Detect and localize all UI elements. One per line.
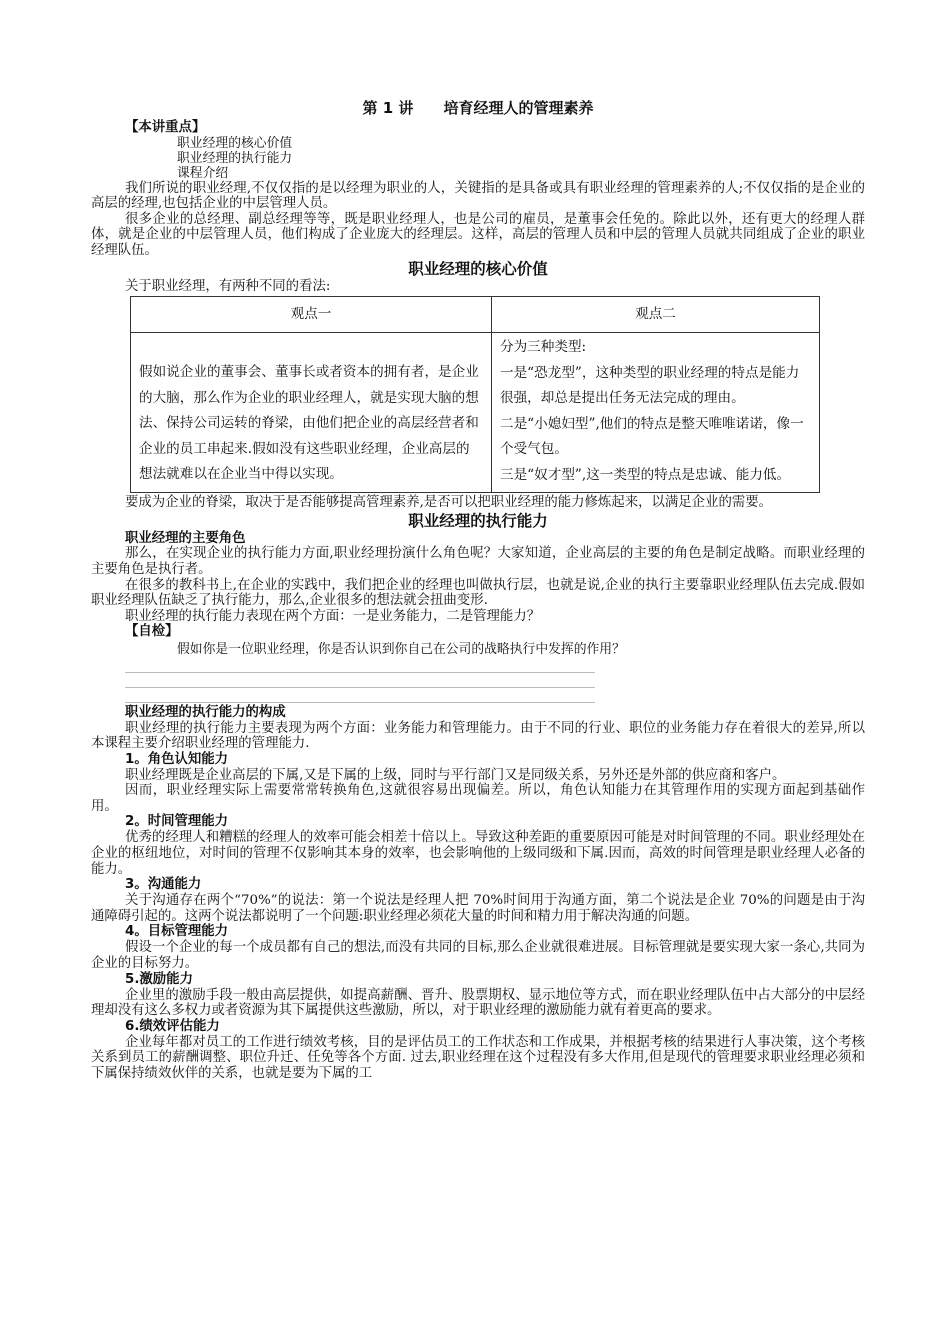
ability-title: 2。时间管理能力 bbox=[125, 814, 229, 830]
viewpoint-two-line: 三是“奴才型”,这一类型的特点是忠诚、能力低。 bbox=[500, 466, 791, 483]
viewpoint-one-header: 观点一 bbox=[131, 297, 492, 333]
viewpoints-table bbox=[130, 296, 820, 493]
ability-paragraph: 因而，职业经理实际上需要常常转换角色,这就很容易出现偏差。所以，角色认知能力在其管理作用的实现方面起到基础作用。 bbox=[91, 783, 865, 814]
viewpoint-two-header: 观点二 bbox=[492, 297, 820, 333]
ability-paragraph: 关于沟通存在两个“70%”的说法：第一个说法是经理人把 70%时间用于沟通方面，第二个说法是企业 70%的问题是由于沟通障碍引起的。这两个说法都说明了一个问题:职业经理必须花大量的时间和精力用于解决沟通的问题。 bbox=[91, 893, 865, 924]
composition-intro: 职业经理的执行能力主要表现为两个方面：业务能力和管理能力。由于不同的行业、职位的业务能力存在着很大的差异,所以本课程主要介绍职业经理的管理能力. bbox=[91, 720, 865, 752]
role-paragraph: 在很多的教科书上,在企业的实践中，我们把企业的经理也叫做执行层，也就是说,企业的执行主要靠职业经理队伍去完成.假如职业经理队伍缺乏了执行能力，那么,企业很多的想法就会扭曲变形. bbox=[91, 577, 865, 609]
role-paragraph: 那么，在实现企业的执行能力方面,职业经理扮演什么角色呢？大家知道，企业高层的主要的角色是制定战略。而职业经理的主要角色是执行者。 bbox=[91, 546, 865, 577]
intro-paragraph: 很多企业的总经理、副总经理等等，既是职业经理人，也是公司的雇员，是董事会任免的。除此以外，还有更大的经理人群体，就是企业的中层管理人员，他们构成了企业庞大的经理层。这样，高层的管理人员和中层的管理人员就共同组成了企业的职业经理队伍。 bbox=[91, 211, 865, 258]
ability-title: 1。角色认知能力 bbox=[125, 751, 229, 767]
core-value-conclusion: 要成为企业的脊梁，取决于是否能够提高管理素养,是否可以把职业经理的能力修炼起来，以满足企业的需要。 bbox=[125, 495, 773, 511]
execution-heading: 职业经理的执行能力 bbox=[408, 511, 548, 530]
ability-title: 6.绩效评估能力 bbox=[125, 1018, 220, 1034]
key-points-label: 【本讲重点】 bbox=[125, 120, 206, 135]
key-point-item: 职业经理的核心价值 bbox=[177, 135, 293, 151]
answer-line[interactable] bbox=[125, 688, 595, 703]
viewpoint-two-line: 一是“恐龙型”，这种类型的职业经理的特点是能力很强，却总是提出任务无法完成的理由。 bbox=[500, 364, 800, 407]
lecture-title bbox=[91, 99, 865, 118]
document-content bbox=[91, 99, 865, 1082]
ability-title: 5.激励能力 bbox=[125, 971, 193, 987]
key-point-item: 职业经理的执行能力 bbox=[177, 150, 293, 166]
ability-title: 4。目标管理能力 bbox=[125, 924, 229, 940]
ability-paragraph: 假设一个企业的每一个成员都有自己的想法,而没有共同的目标,那么企业就很难进展。目标管理就是要实现大家一条心,共同为企业的目标努力。 bbox=[91, 940, 865, 972]
lecture-title-text: 培育经理人的管理素养 bbox=[443, 99, 594, 117]
ability-paragraph: 企业每年都对员工的工作进行绩效考核，目的是评估员工的工作状态和工作成果，并根据考核的结果进行人事决策，这个考核关系到员工的薪酬调整、职位升迁、任免等各个方面. 过去,职业经理在这个过程没有多大作用,但是现代的管理要求职业经理必须和下属保持绩效伙伴的关系，也就是要为下属的工 bbox=[91, 1034, 865, 1081]
ability-paragraph: 优秀的经理人和糟糕的经理人的效率可能会相差十倍以上。导致这种差距的重要原因可能是对时间管理的不同。职业经理处在企业的枢纽地位，对时间的管理不仅影响其本身的效率，也会影响他的上级同级和下属.因而，高效的时间管理是职业经理人必备的能力。 bbox=[91, 830, 865, 877]
core-value-lead: 关于职业经理，有两种不同的看法: bbox=[125, 278, 331, 294]
answer-line[interactable] bbox=[125, 658, 595, 673]
intro-paragraph: 我们所说的职业经理,不仅仅指的是以经理为职业的人，关键指的是具备或具有职业经理的管理素养的人;不仅仅指的是企业的高层的经理,也包括企业的中层管理人员。 bbox=[91, 180, 865, 212]
self-check-question: 假如你是一位职业经理，你是否认识到你自己在公司的战略执行中发挥的作用？ bbox=[177, 641, 625, 657]
core-value-heading: 职业经理的核心价值 bbox=[408, 259, 548, 278]
lecture-number: 第 1 讲 bbox=[362, 99, 414, 117]
viewpoint-two-line: 分为三种类型: bbox=[500, 339, 587, 356]
ability-paragraph: 职业经理既是企业高层的下属,又是下属的上级，同时与平行部门又是同级关系，另外还是外部的供应商和客户。 bbox=[125, 767, 786, 783]
answer-line[interactable] bbox=[125, 673, 595, 688]
composition-heading: 职业经理的执行能力的构成 bbox=[125, 704, 286, 720]
self-check-label: 【自检】 bbox=[125, 624, 179, 640]
viewpoint-one-text: 假如说企业的董事会、董事长或者资本的拥有者，是企业的大脑，那么作为企业的职业经理人，就是实现大脑的想法、保持公司运转的脊梁，由他们把企业的高层经营者和企业的员工串起来.假如没有这些职业经理，企业高层的想法就难以在企业当中得以实现。 bbox=[131, 333, 492, 493]
viewpoint-two-line: 二是“小媳妇型”,他们的特点是整天唯唯诺诺，像一个受气包。 bbox=[500, 415, 804, 458]
viewpoint-two-cell bbox=[492, 333, 820, 493]
key-point-item: 课程介绍 bbox=[177, 165, 229, 181]
ability-paragraph: 企业里的激励手段一般由高层提供，如提高薪酬、晋升、股票期权、显示地位等方式，而在职业经理队伍中占大部分的中层经理却没有这么多权力或者资源为其下属提供这些激励，所以，对于职业经理的激励能力就有着更高的要求。 bbox=[91, 987, 865, 1019]
role-heading: 职业经理的主要角色 bbox=[125, 530, 246, 546]
role-paragraph: 职业经理的执行能力表现在两个方面：一是业务能力，二是管理能力？ bbox=[125, 608, 541, 624]
ability-title: 3。沟通能力 bbox=[125, 877, 202, 893]
